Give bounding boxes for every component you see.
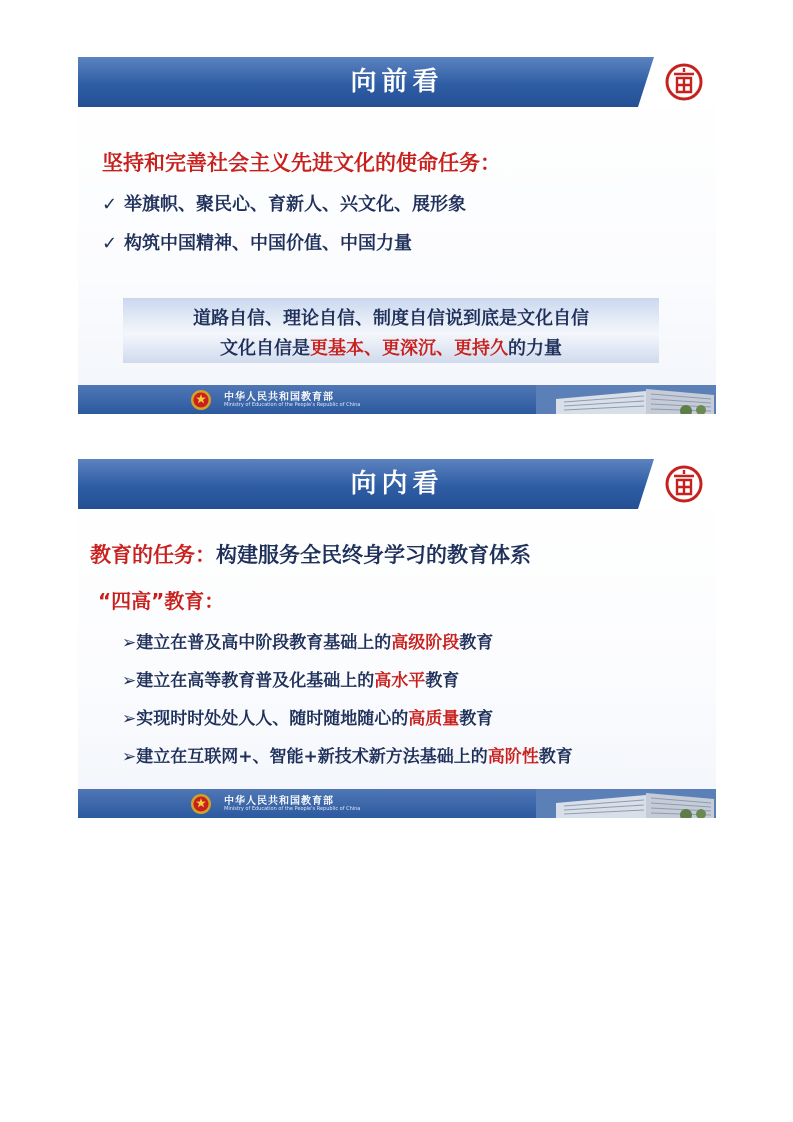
slide-heading	[90, 539, 531, 569]
slide-subheading: “四高”教育：	[98, 589, 225, 613]
list-item-highlight: 高级阶段	[391, 633, 460, 653]
list-item-text: 实现时时处处人人、随时随地随心的	[136, 709, 409, 729]
arrow-bullet-icon: ➢	[122, 671, 137, 691]
check-icon: ✓	[102, 194, 118, 215]
callout-line-1: 道路自信、理论自信、制度自信说到底是文化自信	[193, 308, 589, 329]
callout-highlight: 更基本、更深沉、更持久	[310, 338, 508, 359]
callout-line-2	[123, 334, 659, 360]
slide-header	[78, 459, 716, 509]
list-item	[122, 666, 459, 691]
list-item	[122, 742, 573, 767]
arrow-bullet-icon: ➢	[122, 709, 137, 729]
footer-org-cn: 中华人民共和国教育部	[224, 796, 334, 807]
list-item-suffix: 教育	[538, 747, 573, 767]
slide-inward	[78, 459, 716, 818]
list-item-text: 构筑中国精神、中国价值、中国力量	[124, 233, 412, 254]
slide-header	[78, 57, 716, 107]
list-item	[122, 628, 493, 653]
list-item-highlight: 高阶性	[487, 747, 539, 767]
slide-title: 向内看	[350, 469, 444, 499]
national-emblem-icon	[190, 793, 212, 815]
slide-footer	[78, 789, 716, 818]
footer-org-en: Ministry of Education of the People's Republic of China	[224, 402, 361, 408]
arrow-bullet-icon: ➢	[122, 633, 137, 653]
list-item	[102, 190, 466, 216]
callout-prefix: 文化自信是	[220, 338, 310, 359]
slide-footer	[78, 385, 716, 414]
list-item-suffix: 教育	[459, 709, 494, 729]
footer-org-en: Ministry of Education of the People's Republic of China	[224, 806, 361, 812]
heading-text: 构建服务全民终身学习的教育体系	[216, 543, 531, 567]
check-icon: ✓	[102, 233, 118, 254]
list-item-text: 建立在普及高中阶段教育基础上的	[136, 633, 392, 653]
slide-forward	[78, 57, 716, 414]
callout-suffix: 的力量	[508, 338, 562, 359]
list-item	[122, 704, 493, 729]
list-item-text: 建立在互联网+、智能+新技术新方法基础上的	[136, 747, 488, 767]
national-emblem-icon	[190, 389, 212, 411]
list-item-text: 举旗帜、聚民心、育新人、兴文化、展形象	[124, 194, 466, 215]
slide-title: 向前看	[350, 67, 444, 97]
slide-heading: 坚持和完善社会主义先进文化的使命任务：	[102, 151, 501, 175]
building-image	[536, 789, 716, 818]
moe-logo-icon	[664, 464, 704, 504]
moe-logo-icon	[664, 62, 704, 102]
list-item-highlight: 高质量	[408, 709, 460, 729]
arrow-bullet-icon: ➢	[122, 747, 137, 767]
list-item	[102, 229, 412, 255]
footer-org-cn: 中华人民共和国教育部	[224, 392, 334, 403]
building-image	[536, 385, 716, 414]
list-item-highlight: 高水平	[374, 671, 426, 691]
heading-label: 教育的任务：	[90, 543, 216, 567]
list-item-suffix: 教育	[425, 671, 460, 691]
list-item-suffix: 教育	[459, 633, 494, 653]
list-item-text: 建立在高等教育普及化基础上的	[136, 671, 375, 691]
callout-band	[123, 298, 659, 363]
